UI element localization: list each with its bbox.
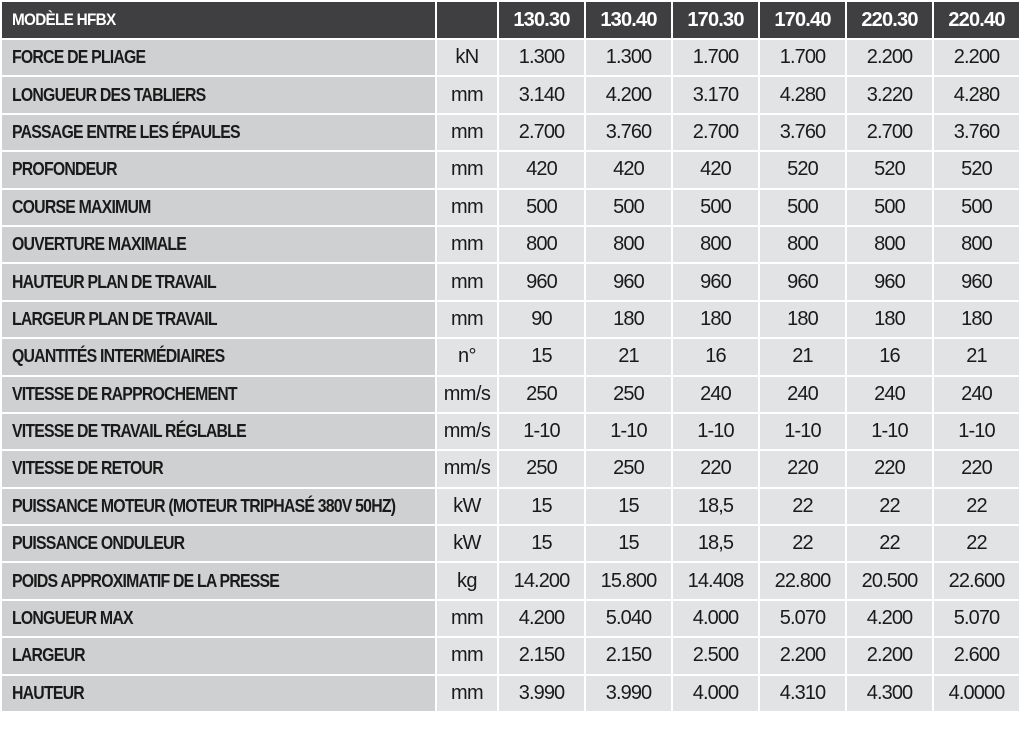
value-cell: 4.200 (498, 600, 585, 637)
table-row (1, 637, 1020, 674)
row-label (1, 376, 436, 413)
value-cell: 2.700 (498, 114, 585, 151)
table-row (1, 301, 1020, 338)
spec-table-body (1, 39, 1020, 712)
value-cell: 500 (672, 189, 759, 226)
model-header: 220.30 (846, 1, 933, 39)
row-unit: kW (436, 488, 498, 525)
value-cell: 960 (498, 263, 585, 300)
value-cell: 520 (933, 151, 1020, 188)
value-cell: 3.220 (846, 76, 933, 113)
value-cell: 5.070 (933, 600, 1020, 637)
row-unit: mm (436, 301, 498, 338)
model-header: 130.40 (585, 1, 672, 39)
row-label-text: PASSAGE ENTRE LES ÉPAULES (12, 121, 240, 142)
row-label-text: PUISSANCE MOTEUR (MOTEUR TRIPHASÉ 380V 50HZ) (12, 495, 396, 516)
value-cell: 180 (933, 301, 1020, 338)
value-cell: 250 (585, 450, 672, 487)
row-unit: mm (436, 600, 498, 637)
row-label (1, 413, 436, 450)
row-unit: n° (436, 338, 498, 375)
value-cell: 500 (498, 189, 585, 226)
value-cell: 22 (933, 525, 1020, 562)
value-cell: 420 (585, 151, 672, 188)
row-label (1, 600, 436, 637)
row-label-text: OUVERTURE MAXIMALE (12, 234, 187, 255)
value-cell: 15 (498, 525, 585, 562)
value-cell: 4.200 (585, 76, 672, 113)
value-cell: 960 (672, 263, 759, 300)
value-cell: 4.200 (846, 600, 933, 637)
row-unit: mm/s (436, 376, 498, 413)
header-row (1, 1, 1020, 39)
value-cell: 22 (846, 488, 933, 525)
row-label-text: POIDS APPROXIMATIF DE LA PRESSE (12, 570, 280, 591)
value-cell: 240 (759, 376, 846, 413)
value-cell: 5.040 (585, 600, 672, 637)
table-row (1, 338, 1020, 375)
model-header: 170.40 (759, 1, 846, 39)
model-header: 170.30 (672, 1, 759, 39)
row-unit: mm (436, 226, 498, 263)
row-label (1, 675, 436, 712)
value-cell: 3.760 (585, 114, 672, 151)
row-unit: mm (436, 675, 498, 712)
row-label (1, 114, 436, 151)
value-cell: 800 (498, 226, 585, 263)
row-unit: kN (436, 39, 498, 76)
row-label-text: PUISSANCE ONDULEUR (12, 533, 185, 554)
value-cell: 90 (498, 301, 585, 338)
value-cell: 2.700 (846, 114, 933, 151)
value-cell: 22 (759, 488, 846, 525)
value-cell: 250 (585, 376, 672, 413)
value-cell: 960 (585, 263, 672, 300)
value-cell: 250 (498, 376, 585, 413)
row-label-text: FORCE DE PLIAGE (12, 47, 146, 68)
table-row (1, 488, 1020, 525)
row-label-text: LONGUEUR DES TABLIERS (12, 84, 206, 105)
value-cell: 2.200 (846, 637, 933, 674)
value-cell: 22 (846, 525, 933, 562)
value-cell: 18,5 (672, 488, 759, 525)
value-cell: 2.500 (672, 637, 759, 674)
value-cell: 3.990 (585, 675, 672, 712)
value-cell: 2.200 (933, 39, 1020, 76)
value-cell: 1-10 (585, 413, 672, 450)
value-cell: 15 (498, 488, 585, 525)
value-cell: 960 (759, 263, 846, 300)
value-cell: 4.0000 (933, 675, 1020, 712)
row-label-text: VITESSE DE TRAVAIL RÉGLABLE (12, 421, 246, 442)
value-cell: 1-10 (933, 413, 1020, 450)
value-cell: 240 (846, 376, 933, 413)
row-label (1, 301, 436, 338)
value-cell: 2.150 (585, 637, 672, 674)
value-cell: 960 (846, 263, 933, 300)
value-cell: 220 (933, 450, 1020, 487)
table-row (1, 562, 1020, 599)
value-cell: 500 (759, 189, 846, 226)
value-cell: 800 (933, 226, 1020, 263)
value-cell: 1.700 (672, 39, 759, 76)
value-cell: 3.760 (759, 114, 846, 151)
value-cell: 22 (933, 488, 1020, 525)
model-header: 220.40 (933, 1, 1020, 39)
value-cell: 2.150 (498, 637, 585, 674)
table-row (1, 413, 1020, 450)
value-cell: 5.070 (759, 600, 846, 637)
table-row (1, 450, 1020, 487)
value-cell: 1.700 (759, 39, 846, 76)
row-label-text: LARGEUR (12, 645, 85, 666)
value-cell: 420 (498, 151, 585, 188)
value-cell: 2.200 (759, 637, 846, 674)
table-row (1, 189, 1020, 226)
value-cell: 16 (846, 338, 933, 375)
value-cell: 240 (672, 376, 759, 413)
row-label-text: VITESSE DE RETOUR (12, 458, 163, 479)
value-cell: 800 (585, 226, 672, 263)
value-cell: 1-10 (846, 413, 933, 450)
value-cell: 1.300 (585, 39, 672, 76)
table-row (1, 600, 1020, 637)
row-label-text: VITESSE DE RAPPROCHEMENT (12, 383, 237, 404)
value-cell: 18,5 (672, 525, 759, 562)
table-row (1, 675, 1020, 712)
value-cell: 4.000 (672, 675, 759, 712)
row-label (1, 525, 436, 562)
row-label (1, 338, 436, 375)
row-label (1, 637, 436, 674)
model-header-label: MODÈLE HFBX (1, 1, 436, 39)
value-cell: 4.310 (759, 675, 846, 712)
row-unit: mm (436, 263, 498, 300)
row-unit: mm (436, 637, 498, 674)
value-cell: 180 (672, 301, 759, 338)
value-cell: 420 (672, 151, 759, 188)
row-unit: mm (436, 151, 498, 188)
value-cell: 3.140 (498, 76, 585, 113)
value-cell: 220 (846, 450, 933, 487)
value-cell: 22.600 (933, 562, 1020, 599)
value-cell: 2.600 (933, 637, 1020, 674)
value-cell: 21 (759, 338, 846, 375)
row-unit: kg (436, 562, 498, 599)
table-row (1, 226, 1020, 263)
value-cell: 4.280 (759, 76, 846, 113)
value-cell: 180 (585, 301, 672, 338)
row-label (1, 189, 436, 226)
value-cell: 500 (585, 189, 672, 226)
table-row (1, 525, 1020, 562)
table-row (1, 114, 1020, 151)
value-cell: 1-10 (759, 413, 846, 450)
row-label-text: COURSE MAXIMUM (12, 196, 151, 217)
value-cell: 220 (672, 450, 759, 487)
row-label (1, 450, 436, 487)
row-unit: mm (436, 76, 498, 113)
row-unit: mm/s (436, 413, 498, 450)
table-row (1, 376, 1020, 413)
value-cell: 14.408 (672, 562, 759, 599)
value-cell: 15 (498, 338, 585, 375)
value-cell: 500 (846, 189, 933, 226)
value-cell: 1-10 (672, 413, 759, 450)
value-cell: 4.280 (933, 76, 1020, 113)
value-cell: 22 (759, 525, 846, 562)
value-cell: 15 (585, 488, 672, 525)
value-cell: 2.700 (672, 114, 759, 151)
value-cell: 250 (498, 450, 585, 487)
row-unit: mm/s (436, 450, 498, 487)
value-cell: 4.300 (846, 675, 933, 712)
row-label (1, 263, 436, 300)
table-row (1, 76, 1020, 113)
value-cell: 21 (585, 338, 672, 375)
row-unit: kW (436, 525, 498, 562)
value-cell: 21 (933, 338, 1020, 375)
row-label-text: QUANTITÉS INTERMÉDIAIRES (12, 346, 225, 367)
value-cell: 500 (933, 189, 1020, 226)
value-cell: 1.300 (498, 39, 585, 76)
value-cell: 15.800 (585, 562, 672, 599)
table-row (1, 39, 1020, 76)
model-header: 130.30 (498, 1, 585, 39)
value-cell: 16 (672, 338, 759, 375)
value-cell: 15 (585, 525, 672, 562)
value-cell: 180 (846, 301, 933, 338)
table-row (1, 263, 1020, 300)
row-unit: mm (436, 114, 498, 151)
row-label-text: LONGUEUR MAX (12, 608, 133, 629)
row-label-text: LARGEUR PLAN DE TRAVAIL (12, 308, 217, 329)
value-cell: 4.000 (672, 600, 759, 637)
row-label-text: HAUTEUR (12, 682, 84, 703)
row-label (1, 39, 436, 76)
row-label (1, 226, 436, 263)
value-cell: 3.760 (933, 114, 1020, 151)
value-cell: 960 (933, 263, 1020, 300)
value-cell: 520 (759, 151, 846, 188)
row-label (1, 76, 436, 113)
value-cell: 3.170 (672, 76, 759, 113)
row-label-text: HAUTEUR PLAN DE TRAVAIL (12, 271, 216, 292)
value-cell: 20.500 (846, 562, 933, 599)
value-cell: 14.200 (498, 562, 585, 599)
value-cell: 1-10 (498, 413, 585, 450)
row-label (1, 488, 436, 525)
unit-header (436, 1, 498, 39)
value-cell: 180 (759, 301, 846, 338)
row-label-text: PROFONDEUR (12, 159, 117, 180)
value-cell: 2.200 (846, 39, 933, 76)
value-cell: 3.990 (498, 675, 585, 712)
value-cell: 800 (759, 226, 846, 263)
value-cell: 800 (846, 226, 933, 263)
row-label (1, 562, 436, 599)
value-cell: 220 (759, 450, 846, 487)
row-unit: mm (436, 189, 498, 226)
row-label (1, 151, 436, 188)
value-cell: 800 (672, 226, 759, 263)
value-cell: 520 (846, 151, 933, 188)
value-cell: 22.800 (759, 562, 846, 599)
table-row (1, 151, 1020, 188)
value-cell: 240 (933, 376, 1020, 413)
